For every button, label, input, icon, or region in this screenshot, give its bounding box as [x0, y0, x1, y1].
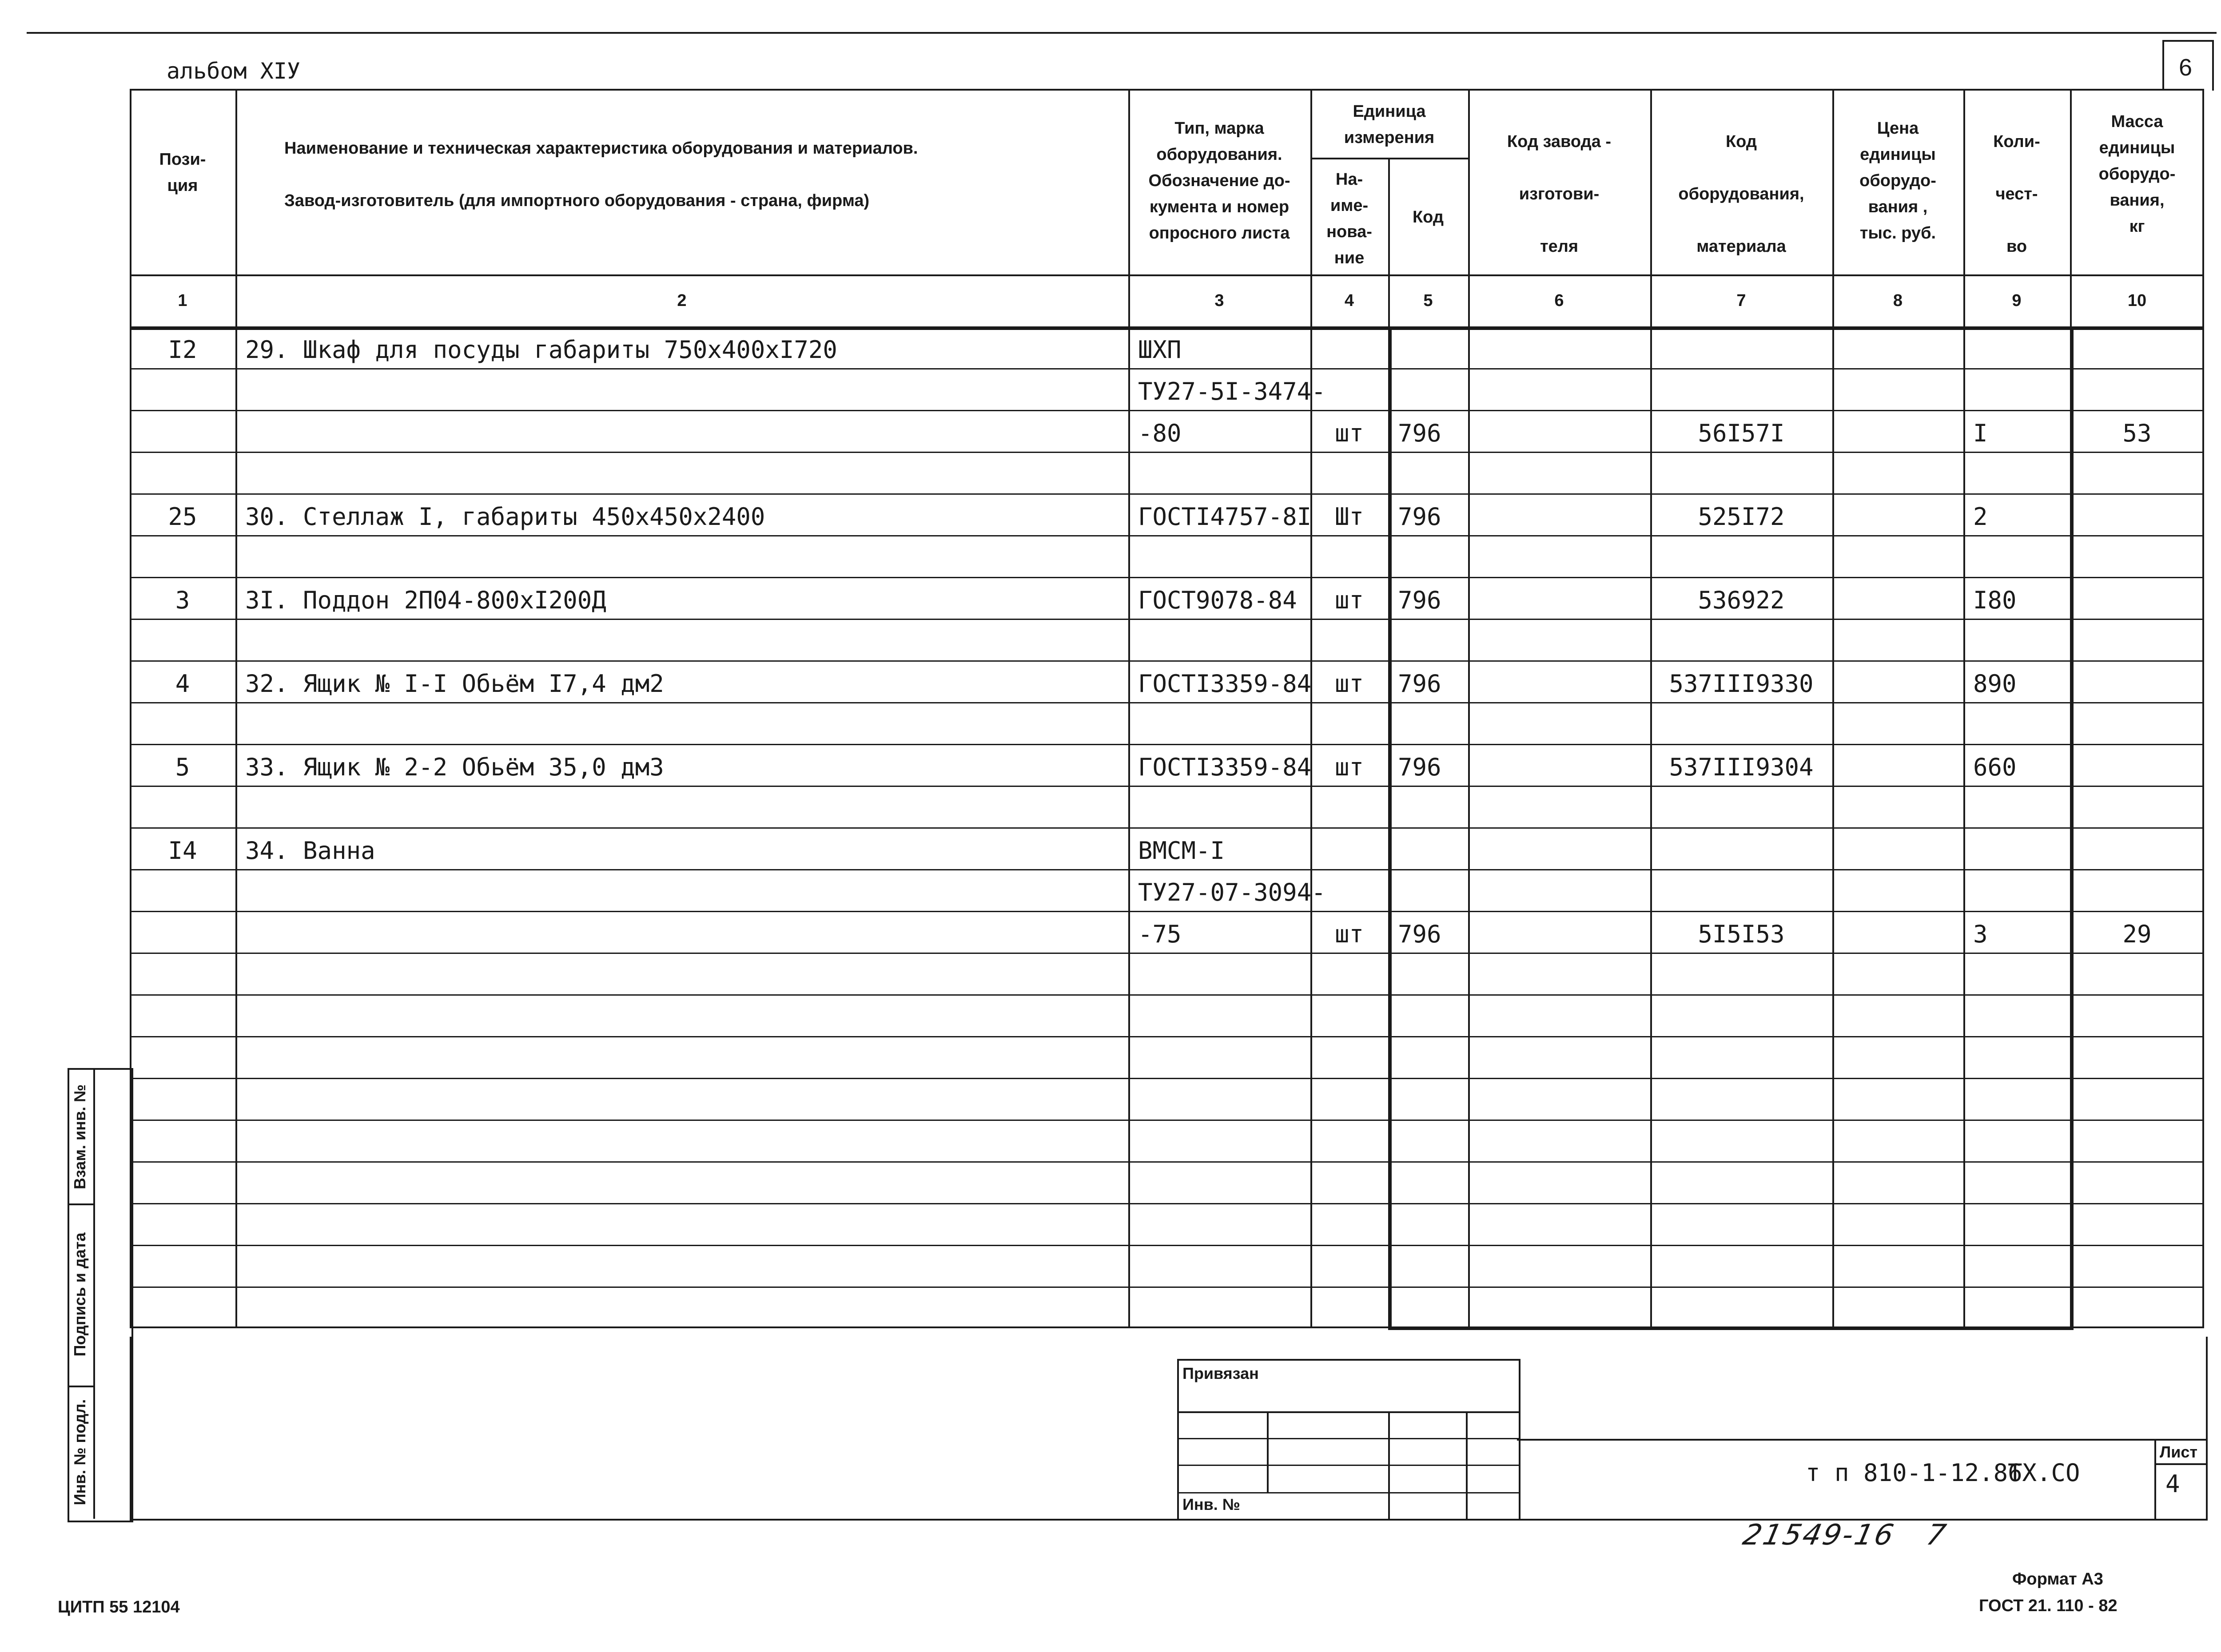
table-cell: ТУ27-07-3094- — [1138, 878, 1326, 906]
column-header-10: Масса единицы оборудо- вания, кг — [2098, 112, 2176, 236]
bound-vline-1 — [1267, 1412, 1269, 1492]
column-header-7: Код оборудования, материала — [1678, 132, 1804, 256]
row-rule — [130, 953, 2204, 954]
row-rule — [130, 577, 2204, 578]
side-stamp-divider-1 — [68, 1203, 95, 1205]
table-cell: 34. Ванна — [245, 837, 375, 865]
table-cell: -75 — [1138, 920, 1182, 948]
column-number-6: 6 — [1554, 291, 1564, 310]
row-rule — [130, 1203, 2204, 1204]
bound-vline-2 — [1388, 1412, 1390, 1519]
row-rule — [130, 1120, 2204, 1121]
table-cell: Шт — [1334, 503, 1364, 531]
table-cell: 56I57I — [1698, 419, 1785, 447]
side-stamp-signature: Подпись и дата — [71, 1232, 89, 1357]
column-header-4: На- име- нова- ние — [1326, 170, 1372, 267]
table-cell: 796 — [1398, 920, 1441, 948]
row-rule — [130, 660, 2204, 662]
table-cell: 29. Шкаф для посуды габариты 750х400хI720 — [245, 336, 837, 364]
table-cell: 660 — [1973, 753, 2017, 781]
table-cell: 3 — [1973, 920, 1988, 948]
column-header-8: Цена единицы оборудо- вания , тыс. руб. — [1859, 119, 1936, 242]
table-cell: I4 — [168, 837, 197, 865]
column-number-5: 5 — [1423, 291, 1433, 310]
standard-label: ГОСТ 21. 110 - 82 — [1979, 1596, 2118, 1615]
table-cell: 25 — [168, 503, 197, 531]
row-rule — [130, 1078, 2204, 1079]
side-stamp-split — [93, 1068, 95, 1519]
table-cell: шт — [1334, 586, 1364, 614]
row-rule — [130, 1245, 2204, 1246]
table-vline — [1388, 158, 1390, 1328]
column-number-1: 1 — [178, 291, 187, 310]
row-rule — [130, 827, 2204, 829]
bound-label: Привязан — [1182, 1364, 1259, 1382]
table-cell: ГОСТI3359-84 — [1138, 753, 1312, 781]
table-cell: 5I5I53 — [1698, 920, 1785, 948]
table-cell: ВМСМ-I — [1138, 837, 1225, 865]
row-rule — [130, 911, 2204, 912]
column-number-9: 9 — [2012, 291, 2022, 310]
side-stamp-replaced: Взам. инв. № — [71, 1084, 89, 1190]
inv-label: Инв. № — [1182, 1495, 1240, 1513]
table-cell: 537III9330 — [1669, 670, 1814, 698]
column-number-7: 7 — [1736, 291, 1746, 310]
table-cell: 796 — [1398, 586, 1441, 614]
table-cell: 5 — [175, 753, 190, 781]
table-cell: 3I. Поддон 2П04-800хI200Д — [245, 586, 606, 614]
bottom-frame — [130, 1337, 2208, 1521]
column-number-4: 4 — [1344, 291, 1354, 310]
column-number-3: 3 — [1214, 291, 1224, 310]
column-number-10: 10 — [2127, 291, 2147, 310]
column-number-8: 8 — [1893, 291, 1903, 310]
header-bottom-rule — [130, 274, 2204, 276]
row-rule — [130, 702, 2204, 703]
row-rule — [130, 1287, 2204, 1288]
table-cell: 796 — [1398, 670, 1441, 698]
table-cell: 796 — [1398, 503, 1441, 531]
table-cell: шт — [1334, 670, 1364, 698]
table-cell: ГОСТI4757-8I — [1138, 503, 1312, 531]
table-cell: шт — [1334, 753, 1364, 781]
table-cell: 890 — [1973, 670, 2017, 698]
column-header-3: Тип, марка оборудования. Обозначение до- кумента и номер опросного листа — [1148, 119, 1290, 242]
sheet-number: 4 — [2165, 1470, 2180, 1498]
row-rule — [130, 869, 2204, 870]
format-label: Формат А3 — [2012, 1570, 2103, 1588]
table-cell: 3 — [175, 586, 190, 614]
column-number-2: 2 — [677, 291, 687, 310]
row-rule — [130, 368, 2204, 369]
table-cell: 525I72 — [1698, 503, 1785, 531]
table-cell: ТУ27-5I-3474- — [1138, 377, 1326, 405]
table-cell: ГОСТI3359-84 — [1138, 670, 1312, 698]
column-header-1: Пози- ция — [159, 150, 206, 195]
row-rule — [130, 535, 2204, 536]
table-cell: 32. Ящик № I-I Обьём I7,4 дм2 — [245, 670, 664, 698]
table-cell: шт — [1334, 419, 1364, 447]
table-cell: 537III9304 — [1669, 753, 1814, 781]
page-number: 6 — [2179, 54, 2193, 81]
column-header-2: Наименование и техническая характеристика оборудования и материалов. Завод-изготовитель (для импортного оборудования - страна, фирма) — [284, 139, 918, 210]
table-cell: ШХП — [1138, 336, 1182, 364]
unit-group-divider — [1310, 158, 1468, 159]
row-rule — [130, 786, 2204, 787]
table-cell: 796 — [1398, 753, 1441, 781]
row-rule — [130, 1036, 2204, 1037]
table-cell: 53 — [2122, 419, 2152, 447]
table-cell: 536922 — [1698, 586, 1785, 614]
row-rule — [130, 744, 2204, 745]
sheet-box-divider — [2154, 1463, 2206, 1465]
table-cell: 29 — [2122, 920, 2152, 948]
table-cell: шт — [1334, 920, 1364, 948]
column-header-6: Код завода - изготови- теля — [1507, 132, 1612, 256]
row-rule — [130, 1161, 2204, 1163]
sheet-label: Лист — [2160, 1443, 2198, 1461]
column-header-5: Код — [1412, 208, 1444, 226]
designation-code: т п 810-1-12.86 — [1806, 1459, 2022, 1487]
unit-group-header: Единица измерения — [1344, 102, 1435, 147]
row-rule — [130, 452, 2204, 453]
handwritten-number: 21549-16 7 — [1740, 1519, 1950, 1552]
row-rule — [130, 410, 2204, 411]
table-cell: I — [1973, 419, 1988, 447]
printer-label: ЦИТП 55 12104 — [58, 1598, 180, 1616]
row-rule — [130, 493, 2204, 495]
table-cell: 33. Ящик № 2-2 Обьём 35,0 дм3 — [245, 753, 664, 781]
bound-vline-3 — [1466, 1412, 1468, 1519]
row-rule — [130, 619, 2204, 620]
top-rule — [27, 32, 2217, 34]
side-stamp-divider-2 — [68, 1386, 95, 1387]
table-cell: 2 — [1973, 503, 1988, 531]
designation-top-rule — [1517, 1439, 2206, 1441]
column-header-9: Коли- чест- во — [1993, 132, 2040, 256]
album-label: альбом XIУ — [167, 58, 301, 84]
table-cell: 796 — [1398, 419, 1441, 447]
table-cell: 30. Стеллаж I, габариты 450х450х2400 — [245, 503, 765, 531]
table-cell: -80 — [1138, 419, 1182, 447]
table-cell: I2 — [168, 336, 197, 364]
side-stamp-original-inv: Инв. № подл. — [71, 1399, 89, 1505]
numbers-bottom-rule — [130, 326, 2204, 330]
table-cell: 4 — [175, 670, 190, 698]
designation-section: ТХ.СО — [2008, 1459, 2080, 1487]
table-cell: I80 — [1973, 586, 2017, 614]
row-rule — [130, 994, 2204, 996]
table-cell: ГОСТ9078-84 — [1138, 586, 1297, 614]
